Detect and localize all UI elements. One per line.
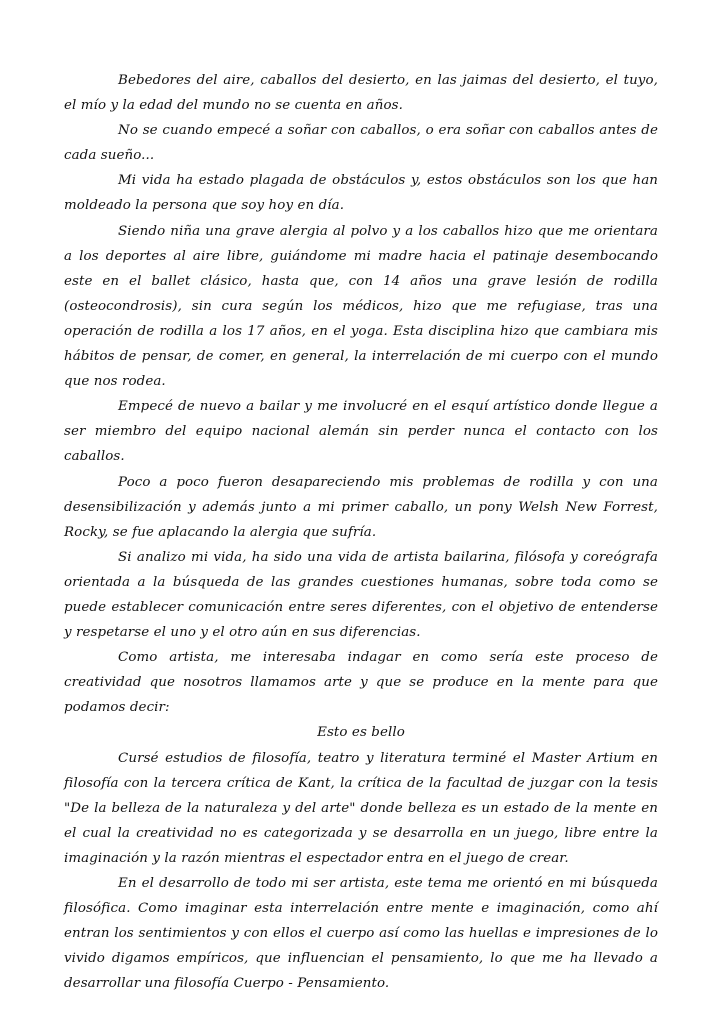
paragraph-6: Poco a poco fueron desapareciendo mis problemas de rodilla y con una desensibilización y además junto a mi primer caballo, un pony Welsh New Forrest, Rocky, se fue aplacando la alergia que sufría. xyxy=(64,474,658,540)
centered-quote: Esto es bello xyxy=(317,725,405,741)
paragraph-2: No se cuando empecé a soñar con caballos, o era soñar con caballos antes de cada sueño... xyxy=(64,123,658,164)
paragraph-1: Bebedores del aire, caballos del desierto, en las jaimas del desierto, el tuyo, el mío y la edad del mundo no se cuenta en años. xyxy=(64,73,658,114)
paragraph-5: Empecé de nuevo a bailar y me involucré en el esquí artístico donde llegue a ser miembro del equipo nacional alemán sin perder nunca el contacto con los caballos. xyxy=(64,399,658,465)
paragraph-9: Cursé estudios de filosofía, teatro y literatura terminé el Master Artium en filosofía con la tercera crítica de Kant, la crítica de la facultad de juzgar con la tesis "De la belleza de la naturaleza y del arte" donde belleza es un estado de la mente en el cual la creatividad no es categorizada y se desarrolla en un juego, libre entre la imaginación y la razón mientras el espectador entra en el juego de crear. xyxy=(64,750,658,866)
paragraph-10: En el desarrollo de todo mi ser artista, este tema me orientó en mi búsqueda filosófica. Como imaginar esta interrelación entre mente e imaginación, como ahí entran los sentimientos y con ellos el cuerpo así como las huellas e impresiones de lo vivido digamos empíricos, que influencian el pensamiento, lo que me ha llevado a desarrollar una filosofía Cuerpo - Pensamiento. xyxy=(64,876,658,992)
paragraph-4: Siendo niña una grave alergia al polvo y a los caballos hizo que me orientara a los deportes al aire libre, guiándome mi madre hacia el patinaje desembocando este en el ballet clásico, hasta que, con 14 años una grave lesión de rodilla (osteocondrosis), sin cura según los médicos, hizo que me refugiase, tras una operación de rodilla a los 17 años, en el yoga. Esta disciplina hizo que cambiara mis hábitos de pensar, de comer, en general, la interrelación de mi cuerpo con el mundo que nos rodea. xyxy=(64,223,658,390)
paragraph-7: Si analizo mi vida, ha sido una vida de artista bailarina, filósofa y coreógrafa orientada a la búsqueda de las grandes cuestiones humanas, sobre toda como se puede establecer comunicación entre seres diferentes, con el objetivo de entenderse y respetarse el uno y el otro aún en sus diferencias. xyxy=(64,549,658,641)
paragraph-3: Mi vida ha estado plagada de obstáculos y, estos obstáculos son los que han moldeado la persona que soy hoy en día. xyxy=(64,173,658,214)
paragraph-8: Como artista, me interesaba indagar en como sería este proceso de creatividad que nosotros llamamos arte y que se produce en la mente para que podamos decir: xyxy=(64,650,658,716)
document-body xyxy=(64,68,658,996)
